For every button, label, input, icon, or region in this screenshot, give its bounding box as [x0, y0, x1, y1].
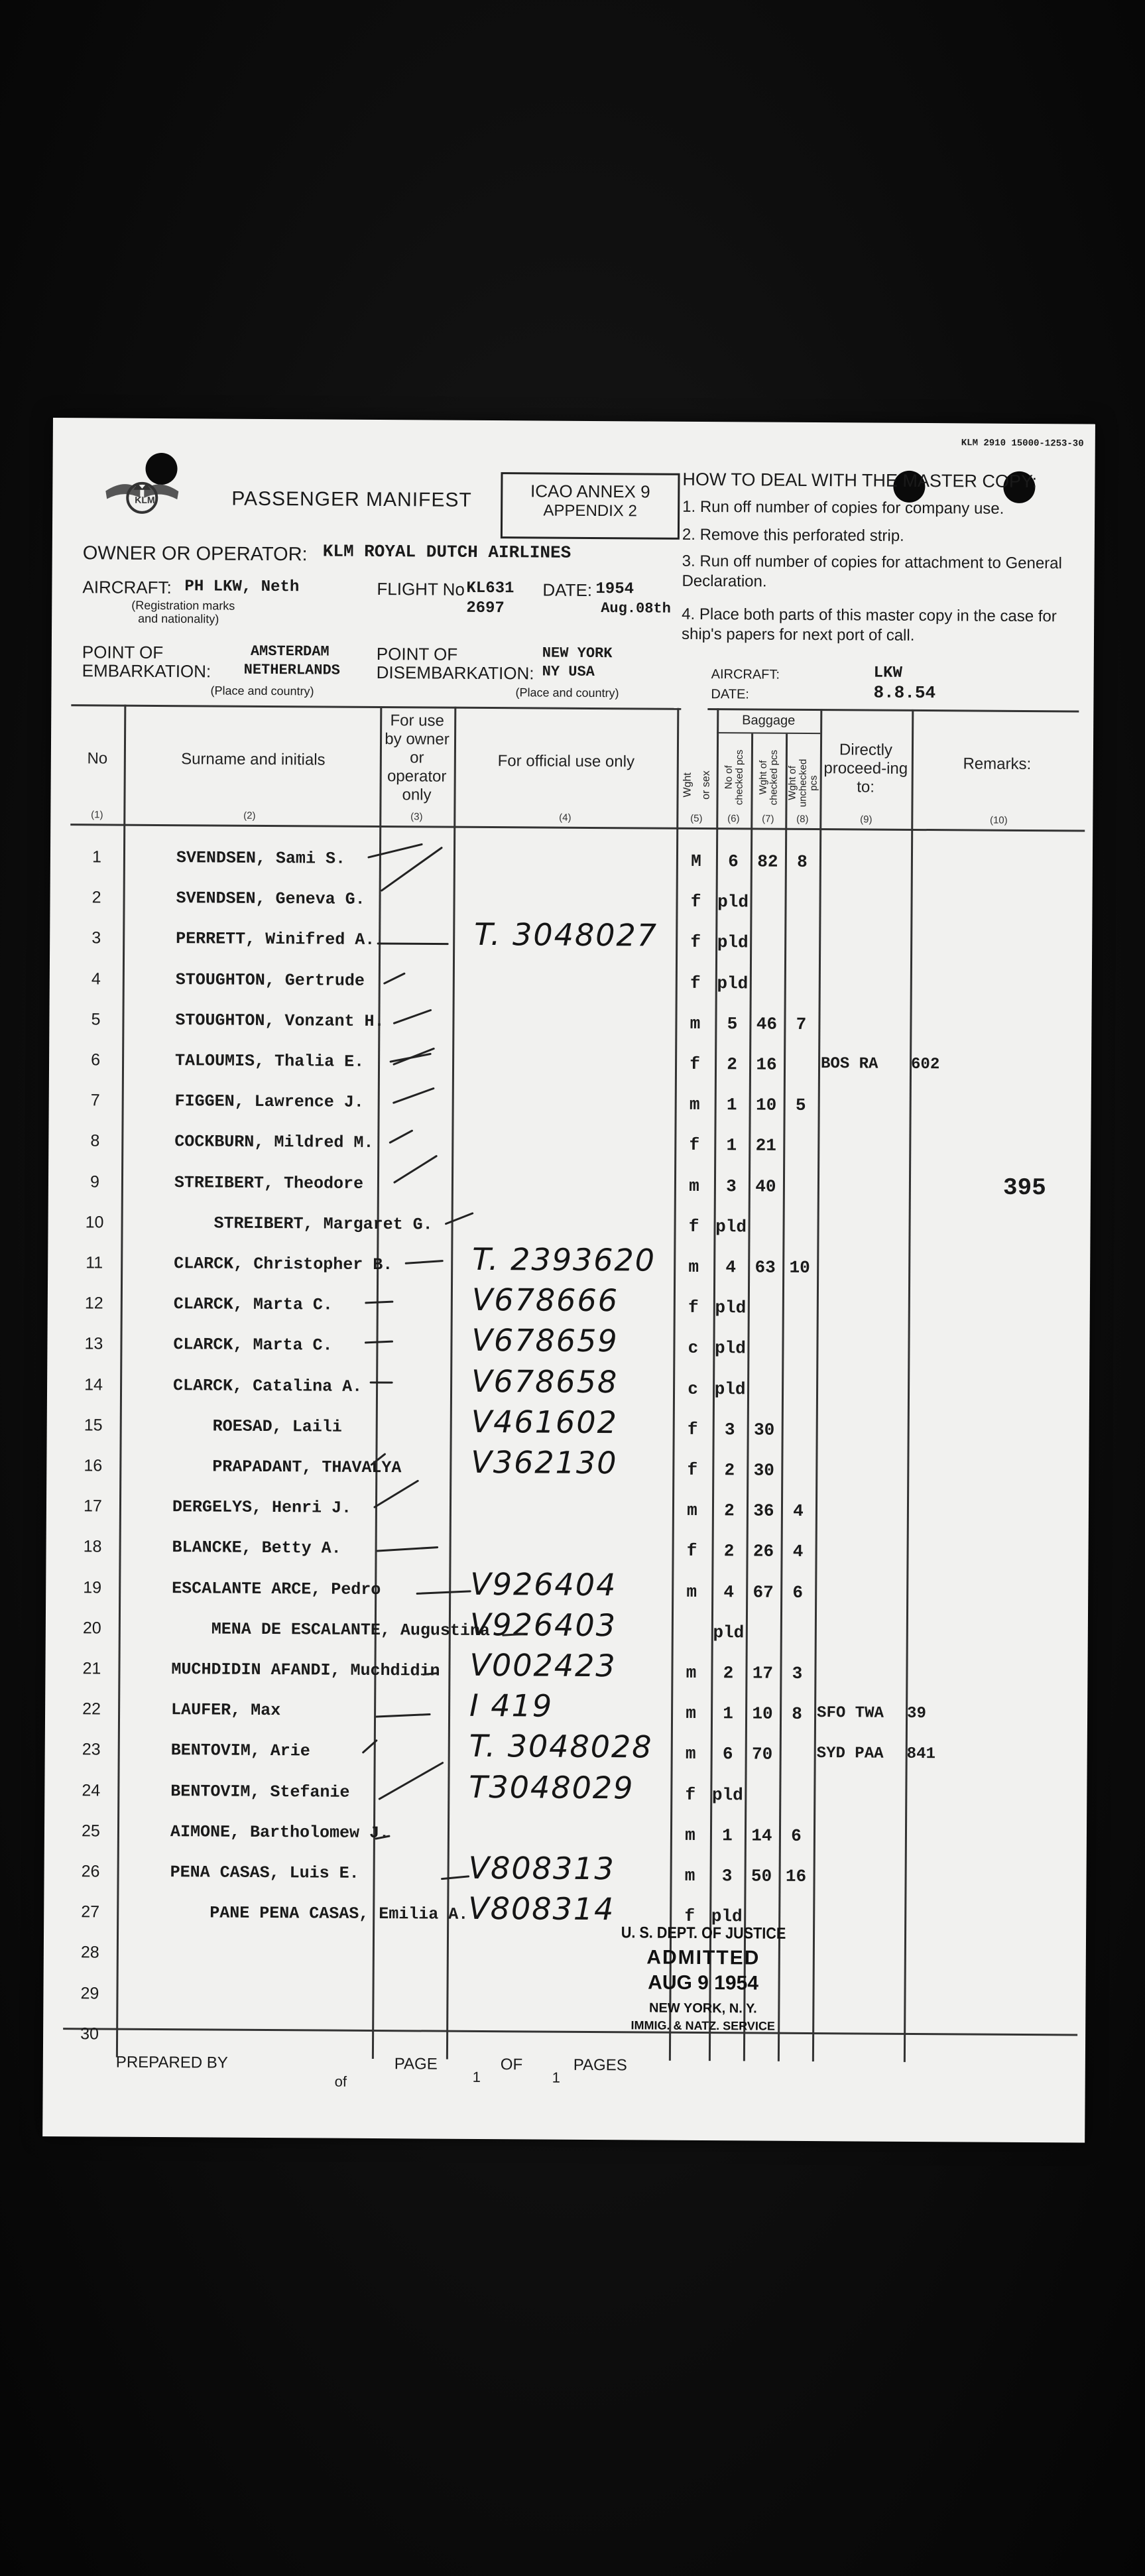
official-use-number: T3048029 [469, 1768, 634, 1806]
baggage-pieces: pld [711, 1784, 743, 1805]
baggage-weight: 50 [751, 1866, 772, 1886]
col-number: (6) [727, 813, 740, 825]
row-number: 14 [84, 1375, 103, 1394]
owner-label: OWNER OR OPERATOR: [82, 542, 308, 566]
col-number: (4) [559, 812, 572, 824]
row-number: 8 [90, 1131, 100, 1150]
pages-label: PAGES [573, 2055, 627, 2075]
baggage-weight: 70 [752, 1744, 773, 1765]
passenger-sex: f [687, 1419, 698, 1440]
baggage-weight: 30 [753, 1460, 775, 1481]
passenger-sex: c [688, 1379, 698, 1399]
form-code: KLM 2910 15000-1253-30 [961, 438, 1084, 450]
aircraft-note: and nationality) [138, 611, 219, 626]
pod-label: POINT OF [376, 643, 458, 664]
passenger-name: CLARCK, Marta C. [173, 1335, 333, 1355]
baggage-pieces: 2 [723, 1541, 735, 1562]
stamp-dept: U. S. DEPT. OF JUSTICE [621, 1924, 786, 1943]
row-number: 6 [91, 1050, 101, 1070]
passenger-name: ESCALANTE ARCE, Pedro [172, 1578, 381, 1599]
col-header-owner-use: For use by owner or operator only [385, 711, 450, 804]
passenger-sex: f [686, 1541, 697, 1562]
passenger-name: DERGELYS, Henri J. [172, 1497, 352, 1518]
passenger-sex: m [687, 1501, 697, 1521]
remark: 602 [910, 1055, 940, 1074]
baggage-pieces: 5 [727, 1014, 738, 1034]
row-number: 15 [84, 1416, 103, 1435]
col-header-surname: Surname and initials [181, 750, 326, 769]
passenger-name: CLARCK, Marta C. [173, 1294, 333, 1315]
col-header-remarks: Remarks: [963, 755, 1032, 774]
col-number: (10) [989, 814, 1008, 826]
passenger-sex: c [688, 1338, 699, 1359]
unchecked-weight: 16 [785, 1866, 807, 1886]
row-number: 30 [80, 2024, 99, 2044]
baggage-weight: 30 [753, 1420, 775, 1440]
col-number: (1) [91, 809, 103, 821]
unchecked-weight: 6 [792, 1582, 804, 1603]
baggage-weight: 67 [753, 1582, 774, 1603]
footer-of: of [334, 2073, 347, 2090]
row-number: 5 [91, 1010, 101, 1029]
passenger-sex: M [691, 851, 701, 871]
passenger-sex: f [689, 1135, 700, 1156]
passenger-name: TALOUMIS, Thalia E. [174, 1051, 365, 1072]
place-country-note: (Place and country) [210, 684, 314, 698]
passenger-sex: f [687, 1459, 698, 1480]
col-header-official: For official use only [497, 752, 635, 771]
pod-city: NEW YORK [542, 644, 613, 662]
baggage-pieces: 4 [723, 1581, 735, 1602]
unchecked-weight: 6 [791, 1825, 802, 1846]
baggage-pieces: 1 [726, 1095, 737, 1115]
baggage-pieces: pld [713, 1622, 745, 1643]
passenger-name: BENTOVIM, Arie [170, 1741, 310, 1761]
baggage-weight: 82 [757, 851, 778, 872]
passenger-name: FIGGEN, Lawrence J. [174, 1091, 364, 1113]
official-use-number: V808314 [468, 1890, 615, 1928]
instruction-item: 4. Place both parts of this master copy in the case for ship's papers for next port of call. [681, 605, 1057, 644]
pod-label: DISEMBARKATION: [376, 662, 534, 684]
unchecked-weight: 3 [792, 1663, 803, 1684]
passenger-sex: m [685, 1744, 696, 1764]
stamp-city: NEW YORK, N. Y. [648, 2000, 757, 2016]
stamp-date: AUG 9 1954 [648, 1971, 759, 1994]
baggage-weight: 16 [756, 1054, 777, 1075]
row-number: 23 [82, 1740, 101, 1759]
row-number: 22 [82, 1699, 101, 1719]
passenger-name: AIMONE, Bartholomew J. [170, 1821, 390, 1843]
svg-text:KLM: KLM [135, 494, 155, 505]
date-label: DATE: [542, 580, 593, 600]
baggage-weight: 17 [752, 1663, 774, 1684]
baggage-pieces: 2 [724, 1460, 735, 1481]
passenger-name: PENA CASAS, Luis E. [170, 1863, 359, 1883]
baggage-pieces: 1 [726, 1135, 737, 1156]
baggage-pieces: 4 [725, 1257, 737, 1278]
passenger-name: STREIBERT, Theodore [174, 1172, 364, 1194]
remark: 841 [906, 1745, 936, 1764]
instructions-title: HOW TO DEAL WITH THE MASTER COPY: [682, 469, 1038, 492]
official-use-number: V678666 [471, 1282, 619, 1319]
baggage-pieces: pld [714, 1338, 746, 1359]
instruction-item: 3. Run off number of copies for attachment to General Declaration. [682, 552, 1062, 591]
official-use-number: T. 3048027 [474, 916, 658, 953]
col-number: (8) [796, 813, 809, 825]
instr-aircraft-label: AIRCRAFT: [711, 667, 780, 682]
passenger-name: PANE PENA CASAS, Emilia A. [210, 1903, 469, 1925]
official-use-number: V461602 [471, 1403, 619, 1441]
baggage-pieces: 1 [723, 1703, 733, 1724]
official-use-number: V808313 [468, 1849, 615, 1887]
baggage-weight: 10 [755, 1095, 777, 1115]
row-number: 26 [81, 1862, 100, 1881]
baggage-pieces: 1 [722, 1825, 733, 1846]
passenger-sex: f [688, 1216, 699, 1237]
passenger-name: PERRETT, Winifred A. [176, 929, 375, 950]
unchecked-weight: 7 [796, 1014, 807, 1034]
baggage-weight: 63 [754, 1257, 776, 1278]
poe-label: POINT OF [82, 642, 164, 663]
remark: 395 [1002, 1174, 1046, 1201]
col-header-bag-pcs: No of checked pcs [723, 749, 745, 806]
baggage-pieces: pld [717, 973, 749, 994]
row-number: 16 [84, 1456, 103, 1475]
passenger-name: STOUGHTON, Gertrude [175, 969, 365, 991]
instr-date-label: DATE: [711, 687, 749, 702]
poe-city: AMSTERDAM [250, 643, 330, 660]
row-number: 29 [80, 1983, 99, 2003]
owner-value: KLM ROYAL DUTCH AIRLINES [322, 541, 572, 563]
passenger-sex: m [686, 1703, 696, 1724]
row-number: 19 [83, 1577, 102, 1597]
instr-aircraft-value: LKW [873, 664, 902, 682]
row-number: 27 [81, 1902, 100, 1922]
col-number: (7) [762, 813, 774, 825]
place-country-note: (Place and country) [515, 686, 619, 700]
passenger-sex: f [690, 1054, 700, 1074]
baggage-pieces: 2 [723, 1663, 734, 1684]
row-number: 1 [91, 847, 101, 867]
destination: SFO TWA [817, 1704, 884, 1723]
passenger-name: LAUFER, Max [171, 1700, 281, 1721]
row-number: 9 [90, 1172, 100, 1192]
col-header-no: No [87, 749, 108, 768]
col-number: (9) [860, 814, 873, 826]
passenger-name: PRAPADANT, THAVALYA [212, 1457, 402, 1478]
col-header-weight-sex: Wght or sex [682, 770, 712, 800]
unchecked-weight: 10 [789, 1257, 810, 1278]
official-use-number: V926403 [469, 1606, 617, 1644]
instruction-item: 2. Remove this perforated strip. [682, 525, 904, 545]
destination: BOS RA [820, 1055, 878, 1073]
baggage-pieces: 3 [726, 1176, 737, 1196]
passenger-sex: m [689, 1176, 699, 1196]
baggage-pieces: 6 [722, 1744, 733, 1764]
baggage-pieces: pld [715, 1298, 747, 1318]
manifest-sheet [42, 418, 1095, 2143]
page-title: PASSENGER MANIFEST [231, 487, 472, 511]
passenger-sex: m [688, 1257, 699, 1277]
baggage-pieces: pld [717, 932, 749, 953]
baggage-pieces: pld [711, 1906, 743, 1927]
icao-annex: ICAO ANNEX 9 [530, 481, 650, 502]
passenger-sex: m [686, 1662, 697, 1683]
passenger-name: COCKBURN, Mildred M. [174, 1132, 374, 1153]
row-number: 13 [84, 1334, 103, 1353]
of-label: OF [500, 2055, 523, 2074]
row-number: 20 [82, 1619, 101, 1638]
row-number: 18 [83, 1537, 102, 1556]
official-use-number: V362130 [471, 1443, 618, 1481]
row-number: 7 [90, 1091, 100, 1110]
official-use-number: V678658 [471, 1363, 619, 1400]
official-use-number: V678659 [471, 1322, 619, 1359]
passenger-name: BENTOVIM, Stefanie [170, 1781, 350, 1802]
passenger-sex: m [685, 1825, 695, 1845]
official-use-number: V926404 [470, 1565, 617, 1603]
passenger-sex: m [684, 1865, 695, 1886]
baggage-weight: 26 [753, 1541, 774, 1562]
official-use-number: V002423 [469, 1646, 617, 1684]
row-number: 3 [91, 928, 101, 948]
aircraft-note: (Registration marks [131, 598, 235, 613]
poe-country: NETHERLANDS [243, 661, 340, 679]
passenger-sex: f [685, 1784, 696, 1805]
unchecked-weight: 4 [792, 1542, 804, 1562]
passenger-name: MUCHDIDIN AFANDI, Muchdidin [171, 1660, 440, 1681]
date-year: 1954 [595, 580, 634, 599]
passenger-sex: f [690, 892, 701, 912]
baggage-pieces: 3 [724, 1420, 735, 1440]
baggage-pieces: pld [717, 892, 749, 912]
passenger-name: BLANCKE, Betty A. [172, 1538, 341, 1559]
passenger-sex: f [690, 932, 701, 953]
col-number: (3) [410, 811, 423, 823]
row-number: 21 [82, 1659, 101, 1678]
col-header-baggage: Baggage [742, 713, 796, 728]
unchecked-weight: 8 [797, 851, 808, 872]
baggage-weight: 40 [755, 1176, 776, 1197]
handwritten-tick-marks [42, 418, 1095, 2143]
row-number: 24 [82, 1780, 101, 1800]
passenger-sex: f [688, 1298, 699, 1318]
icao-appendix: APPENDIX 2 [543, 501, 637, 521]
passenger-name: CLARCK, Catalina A. [173, 1375, 363, 1396]
row-number: 2 [91, 888, 101, 907]
baggage-pieces: 6 [728, 851, 739, 872]
row-number: 12 [84, 1294, 103, 1313]
baggage-pieces: 3 [721, 1866, 733, 1886]
baggage-pieces: pld [715, 1216, 747, 1237]
page-number: 1 [472, 2068, 481, 2085]
col-header-bag-wt: Wght of checked pcs [757, 749, 780, 806]
col-number: (5) [690, 812, 703, 824]
poe-label: EMBARKATION: [82, 660, 211, 682]
instr-date-value: 8.8.54 [873, 682, 936, 704]
aircraft-label: AIRCRAFT: [82, 577, 172, 598]
official-use-number: I 419 [469, 1687, 554, 1724]
flight-label: FLIGHT No [377, 578, 465, 599]
total-pages: 1 [552, 2069, 561, 2086]
passenger-sex: m [686, 1581, 697, 1602]
official-use-number: T. 2393620 [472, 1241, 656, 1278]
passenger-sex: m [689, 1095, 700, 1115]
baggage-weight: 10 [752, 1703, 773, 1724]
row-number: 4 [91, 969, 101, 989]
baggage-pieces: 2 [724, 1501, 735, 1521]
aircraft-value: PH LKW, Neth [184, 578, 300, 597]
destination: SYD PAA [816, 1745, 884, 1764]
baggage-weight: 14 [751, 1825, 772, 1846]
col-header-bag-unchecked: Wght of unchecked pcs [786, 759, 819, 808]
baggage-weight: 21 [755, 1135, 777, 1156]
stamp-service: IMMIG. & NATZ. SERVICE [631, 2018, 775, 2033]
passenger-name: ROESAD, Laili [212, 1416, 342, 1437]
unchecked-weight: 4 [793, 1501, 804, 1522]
prepared-by-label: PREPARED BY [115, 2053, 228, 2072]
passenger-name: SVENDSEN, Sami S. [176, 848, 346, 869]
row-number: 25 [81, 1821, 100, 1841]
row-number: 28 [80, 1943, 99, 1962]
passenger-name: STREIBERT, Margaret G. [213, 1213, 433, 1235]
flight-number-alt: 2697 [466, 599, 505, 618]
unchecked-weight: 8 [792, 1704, 802, 1725]
remark: 39 [907, 1705, 926, 1723]
baggage-weight: 36 [753, 1501, 774, 1521]
passenger-name: CLARCK, Christopher B. [174, 1254, 393, 1275]
baggage-pieces: 2 [727, 1054, 737, 1075]
row-number: 10 [85, 1213, 104, 1232]
stamp-admitted: ADMITTED [646, 1946, 760, 1969]
instruction-item: 1. Run off number of copies for company use. [682, 497, 1004, 518]
unchecked-weight: 5 [795, 1095, 806, 1116]
date-day: Aug.08th [601, 600, 671, 617]
passenger-sex: m [690, 1013, 701, 1034]
baggage-pieces: pld [714, 1379, 746, 1400]
admitted-stamp [593, 1924, 813, 2034]
flight-number: KL631 [466, 579, 514, 598]
passenger-name: SVENDSEN, Geneva G. [176, 889, 365, 910]
col-number: (2) [243, 810, 256, 822]
passenger-name: MENA DE ESCALANTE, Augustina [211, 1619, 491, 1640]
page-label: PAGE [394, 2055, 438, 2073]
baggage-weight: 46 [756, 1014, 778, 1034]
passenger-name: STOUGHTON, Vonzant H. [175, 1010, 385, 1031]
row-number: 11 [86, 1253, 103, 1272]
official-use-number: T. 3048028 [469, 1728, 653, 1765]
row-number: 17 [83, 1497, 102, 1516]
passenger-sex: f [684, 1906, 695, 1927]
col-header-directly: Directly proceed-ing to: [823, 741, 908, 796]
passenger-sex: f [690, 973, 701, 993]
pod-state: NY USA [542, 663, 595, 680]
